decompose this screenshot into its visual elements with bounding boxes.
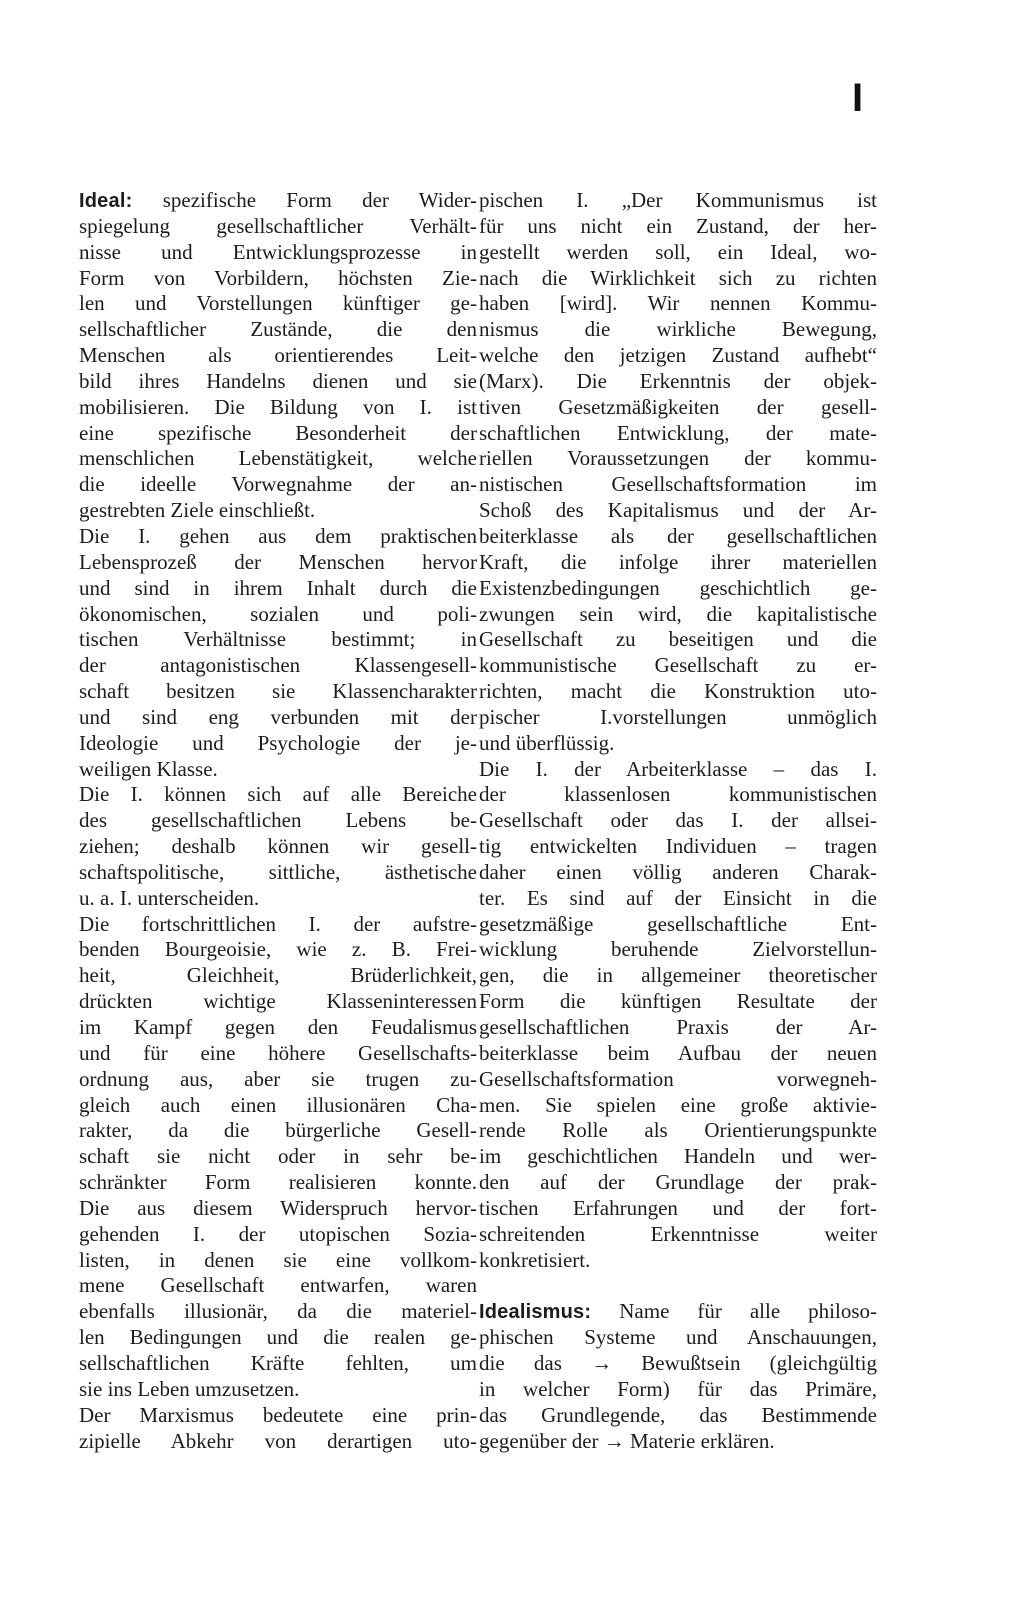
left-column (79, 188, 477, 1454)
entry-line: der klassenlosen kommunistischen (479, 782, 877, 807)
entry-line: pischer I.vorstellungen unmöglich (479, 704, 877, 729)
entry-line: nismus die wirkliche Bewegung, (479, 317, 877, 342)
entry-line: und für eine höhere Gesellschafts- (79, 1040, 477, 1065)
entry-line: menschlichen Lebenstätigkeit, welche (79, 446, 477, 471)
entry-line: listen, in denen sie eine vollkom- (79, 1247, 477, 1272)
entry-line: Lebensprozeß der Menschen hervor (79, 549, 477, 574)
entry-line: benden Bourgeoisie, wie z. B. Frei- (79, 937, 477, 962)
entry-line: Kraft, die infolge ihrer materiellen (479, 549, 877, 574)
entry-line: Schoß des Kapitalismus und der Ar- (479, 498, 877, 523)
entry-line: wicklung beruhende Zielvorstellun- (479, 937, 877, 962)
entry-line: drückten wichtige Klasseninteressen (79, 989, 477, 1014)
entry-line: Gesellschaft zu beseitigen und die (479, 627, 877, 652)
entry-line: Der Marxismus bedeutete eine prin- (79, 1402, 477, 1427)
entry-line: mobilisieren. Die Bildung von I. ist (79, 394, 477, 419)
entry-line: Form die künftigen Resultate der (479, 989, 877, 1014)
entry-line: rende Rolle als Orientierungspunkte (479, 1118, 877, 1143)
entry-line: bild ihres Handelns dienen und sie (79, 368, 477, 393)
entry-term-ideal: Ideal: (79, 190, 133, 212)
entry-line: Gesellschaftsformation vorwegneh- (479, 1066, 877, 1091)
entry-line: Ideal: spezifische Form der Wider- (79, 188, 477, 212)
entry-line: schreitenden Erkenntnisse weiter (479, 1221, 877, 1246)
entry-line: zipielle Abkehr von derartigen uto- (79, 1428, 477, 1453)
entry-line: men. Sie spielen eine große aktivie- (479, 1092, 877, 1117)
entry-line: haben [wird]. Wir nennen Kommu- (479, 291, 877, 316)
entry-line: kommunistische Gesellschaft zu er- (479, 653, 877, 678)
entry-line: schaft besitzen sie Klassencharakter (79, 679, 477, 704)
entry-line: len und Vorstellungen künftiger ge- (79, 291, 477, 316)
right-column (479, 188, 877, 1454)
entry-line: len Bedingungen und die realen ge- (79, 1325, 477, 1350)
entry-line: Die I. gehen aus dem praktischen (79, 523, 477, 548)
entry-line: spiegelung gesellschaftlicher Verhält- (79, 213, 477, 238)
page-header-letter: I (852, 76, 864, 120)
entry-line: sellschaftlicher Zustände, die den (79, 317, 477, 342)
entry-line: sellschaftlichen Kräfte fehlten, um (79, 1350, 477, 1375)
entry-line: heit, Gleichheit, Brüderlichkeit, (79, 963, 477, 988)
entry-line: riellen Voraussetzungen der kommu- (479, 446, 877, 471)
entry-line: Die I. können sich auf alle Bereiche (79, 782, 477, 807)
entry-line: tischen Erfahrungen und der fort- (479, 1195, 877, 1220)
entry-line: den auf der Grundlage der prak- (479, 1170, 877, 1195)
entry-line: schaft sie nicht oder in sehr be- (79, 1144, 477, 1169)
entry-line: tig entwickelten Individuen – tragen (479, 834, 877, 859)
entry-line: schaftspolitische, sittliche, ästhetische (79, 859, 477, 884)
entry-line: beiterklasse als der gesellschaftlichen (479, 523, 877, 548)
entry-line: weiligen Klasse. (79, 756, 218, 781)
entry-line: tischen Verhältnisse bestimmt; in (79, 627, 477, 652)
entry-line: Ideologie und Psychologie der je- (79, 730, 477, 755)
entry-line: ter. Es sind auf der Einsicht in die (479, 885, 877, 910)
entry-line: nistischen Gesellschaftsformation im (479, 472, 877, 497)
entry-line: Die fortschrittlichen I. der aufstre- (79, 911, 477, 936)
entry-spacer (479, 1273, 877, 1299)
entry-line: Die aus diesem Widerspruch hervor- (79, 1195, 477, 1220)
entry-line: der antagonistischen Klassengesell- (79, 653, 477, 678)
entry-line: gesetzmäßige gesellschaftliche Ent- (479, 911, 877, 936)
entry-line: u. a. I. unterscheiden. (79, 885, 260, 910)
entry-line: und sind eng verbunden mit der (79, 704, 477, 729)
entry-line: Idealismus: Name für alle philoso- (479, 1299, 877, 1324)
entry-line: Existenzbedingungen geschichtlich ge- (479, 575, 877, 600)
entry-line: ebenfalls illusionär, da die materiel- (79, 1299, 477, 1324)
entry-line: pischen I. „Der Kommunismus ist (479, 188, 877, 212)
entry-line: in welcher Form) für das Primäre, (479, 1376, 877, 1401)
entry-line: für uns nicht ein Zustand, der her- (479, 213, 877, 238)
entry-line: nach die Wirklichkeit sich zu richten (479, 265, 877, 290)
entry-line: im geschichtlichen Handeln und wer- (479, 1144, 877, 1169)
entry-line: sie ins Leben umzusetzen. (79, 1376, 300, 1401)
entry-line: beiterklasse beim Aufbau der neuen (479, 1040, 877, 1065)
entry-line: (Marx). Die Erkenntnis der objek- (479, 368, 877, 393)
entry-line: die das → Bewußtsein (gleichgültig (479, 1350, 877, 1375)
entry-line: im Kampf gegen den Feudalismus (79, 1015, 477, 1039)
entry-line: ordnung aus, aber sie trugen zu- (79, 1066, 477, 1091)
entry-line: daher einen völlig anderen Charak- (479, 859, 877, 884)
entry-line: zwungen sein wird, die kapitalistische (479, 601, 877, 626)
entry-line: und überflüssig. (479, 730, 615, 755)
entry-line: des gesellschaftlichen Lebens be- (79, 808, 477, 833)
entry-line: mene Gesellschaft entwarfen, waren (79, 1273, 477, 1298)
entry-term-idealismus: Idealismus: (479, 1301, 592, 1324)
entry-line: und sind in ihrem Inhalt durch die (79, 575, 477, 600)
entry-line: schränkter Form realisieren konnte. (79, 1170, 477, 1195)
entry-line: eine spezifische Besonderheit der (79, 420, 477, 445)
entry-line: das Grundlegende, das Bestimmende (479, 1402, 877, 1427)
entry-line: gesellschaftlichen Praxis der Ar- (479, 1015, 877, 1039)
entry-line: Gesellschaft oder das I. der allsei- (479, 808, 877, 833)
entry-line: rakter, da die bürgerliche Gesell- (79, 1118, 477, 1143)
entry-line: die ideelle Vorwegnahme der an- (79, 472, 477, 497)
entry-line: tiven Gesetzmäßigkeiten der gesell- (479, 394, 877, 419)
entry-line: gestellt werden soll, ein Ideal, wo- (479, 239, 877, 264)
entry-line: Menschen als orientierendes Leit- (79, 343, 477, 368)
entry-line: Form von Vorbildern, höchsten Zie- (79, 265, 477, 290)
entry-line: gestrebten Ziele einschließt. (79, 498, 316, 523)
entry-line: ziehen; deshalb können wir gesell- (79, 834, 477, 859)
entry-line: gehenden I. der utopischen Sozia- (79, 1221, 477, 1246)
entry-line: schaftlichen Entwicklung, der mate- (479, 420, 877, 445)
entry-line: welche den jetzigen Zustand aufhebt“ (479, 343, 877, 368)
entry-line: konkretisiert. (479, 1247, 591, 1272)
entry-line: gen, die in allgemeiner theoretischer (479, 963, 877, 988)
entry-line: gegenüber der → Materie erklären. (479, 1428, 775, 1453)
entry-line: Die I. der Arbeiterklasse – das I. (479, 756, 877, 781)
entry-line: gleich auch einen illusionären Cha- (79, 1092, 477, 1117)
entry-line: nisse und Entwicklungsprozesse in (79, 239, 477, 264)
entry-line: ökonomischen, sozialen und poli- (79, 601, 477, 626)
entry-line: richten, macht die Konstruktion uto- (479, 679, 877, 704)
entry-line: phischen Systeme und Anschauungen, (479, 1325, 877, 1350)
